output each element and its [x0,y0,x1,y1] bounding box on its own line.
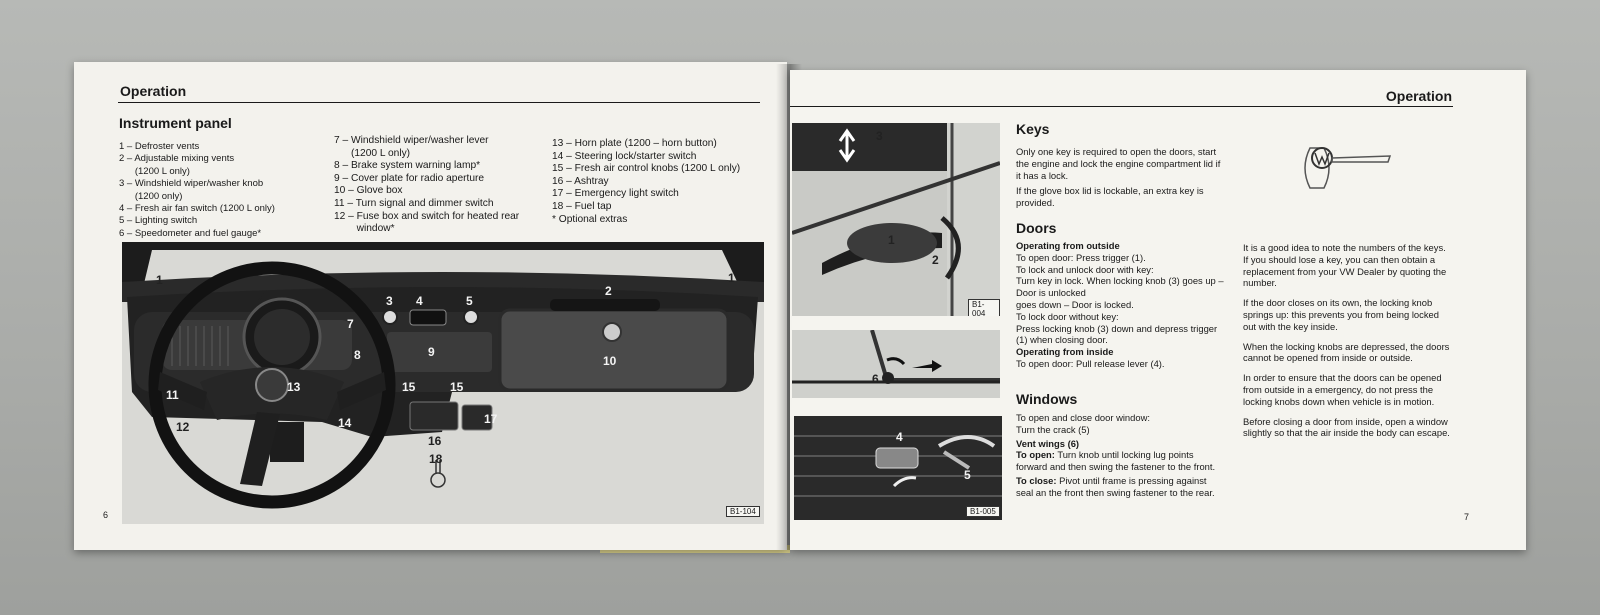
legend-item: 18 – Fuel tap [552,200,612,212]
photo-callout-3: 3 [876,129,883,143]
legend-item: 7 – Windshield wiper/washer lever [334,135,489,146]
legend-item: 13 – Horn plate (1200 – horn button) [552,138,717,149]
legend-item: 1 – Defroster vents [119,141,200,152]
legend-item: 2 – Adjustable mixing vents [119,153,235,165]
callout-9: 9 [428,345,435,359]
windows-line: To open and close door window: [1016,412,1150,423]
doors-outside-lines [1016,252,1224,346]
doors-inside-title: Operating from inside [1016,346,1114,358]
legend-item: * Optional extras [552,213,628,225]
legend-column-1 [119,141,275,240]
callout-8: 8 [354,348,361,362]
keys-text [1016,146,1224,213]
photo-callout-4: 4 [896,430,903,444]
right-column-paragraph: If the door closes on its own, the locking knob springs up: this prevents you from being locked out with the key inside. [1243,297,1439,332]
callout-13: 13 [287,380,301,394]
callout-18: 18 [429,452,443,466]
doors-line: Press locking knob (3) down and depress trigger (1) when closing door. [1016,322,1218,346]
callout-3: 3 [386,294,393,308]
keys-paragraph: If the glove box lid is lockable, an extra key is provided. [1016,185,1204,209]
legend-item: 14 – Steering lock/starter switch [552,150,697,162]
doors-line: To open door: Press trigger (1). [1016,251,1146,263]
doors-inside-text: To open door: Pull release lever (4). [1016,357,1165,369]
door-handle-illustration [792,123,1000,316]
to-close-text: Pivot until frame is pressing against seal an the front then swing fastener to the rear. [1016,474,1215,498]
photo-callout-2: 2 [932,253,939,267]
callout-11: 11 [166,388,179,402]
photo-reference: B1-004 [968,299,1000,316]
callout-1: 1 [156,273,163,287]
legend-item: 4 – Fresh air fan switch (1200 L only) [119,203,275,215]
to-open-text: Turn knob until locking lug points forward and then swing the fastener to the front. [1016,449,1216,473]
legend-item: 3 – Windshield wiper/washer knob [119,178,264,190]
page-number: 6 [103,510,109,520]
doors-title: Doors [1016,220,1057,236]
windows-text [1016,412,1224,499]
callout-10: 10 [603,354,617,368]
legend-item: 12 – Fuse box and switch for heated rear [334,210,520,222]
vent-wings-title: Vent wings (6) [1016,437,1080,449]
callout-5: 5 [466,294,473,308]
right-column-paragraph: It is a good idea to note the numbers of the keys. If you should lose a key, you can then obtain a replacement from your VW Dealer by quoting the number. [1243,242,1447,289]
right-column-paragraph: Before closing a door from inside, open a window slightly so that the air inside the body can escape. [1243,415,1450,439]
doors-text [1016,240,1224,370]
callout-1: 1 [728,271,735,285]
page-header: Operation [1385,88,1452,104]
instrument-panel-photo [122,242,764,524]
photo-reference: B1-005 [966,506,1000,517]
doors-line: goes down – Door is locked. [1016,298,1134,310]
right-page [790,70,1526,550]
legend-item: 8 – Brake system warning lamp* [334,160,481,172]
page-number: 7 [1464,512,1470,522]
right-column-paragraph: In order to ensure that the doors can be opened from outside in a emergency, do not press the locking knobs down when vehicle is in motion. [1243,372,1442,407]
to-open-label: To open: [1016,449,1055,461]
legend-column-3 [552,138,740,226]
doors-outside-title: Operating from outside [1016,240,1120,251]
windows-line: Turn the crack (5) [1016,423,1090,435]
legend-item: 15 – Fresh air control knobs (1200 L only) [552,163,741,175]
callout-14: 14 [338,416,352,430]
keys-title: Keys [1016,121,1050,137]
legend-column-2 [334,135,519,236]
callout-15: 15 [402,380,416,394]
callout-16: 16 [428,434,442,448]
callout-17: 17 [484,412,498,426]
header-rule [790,106,1453,107]
page-header: Operation [120,83,187,99]
doors-line: Turn key in lock. When locking knob (3) goes up – Door is unlocked [1016,275,1224,299]
inside-door-photo [794,416,1002,520]
callout-7: 7 [347,317,354,331]
callout-4: 4 [416,294,423,308]
callout-15: 15 [450,380,464,394]
legend-item: (1200 L only) [119,165,190,177]
right-column-paragraph: When the locking knobs are depressed, the doors cannot be opened from inside or outside. [1243,340,1450,364]
photo-callout-6: 6 [872,372,879,386]
doors-line: To lock door without key: [1016,310,1119,322]
callout-2: 2 [258,290,265,304]
photo-callout-5: 5 [964,468,971,482]
legend-item: 16 – Ashtray [552,175,609,187]
legend-item: 9 – Cover plate for radio aperture [334,172,485,184]
door-handle-photo [792,123,1000,316]
legend-item: 6 – Speedometer and fuel gauge* [119,227,262,239]
doors-line: To lock and unlock door with key: [1016,263,1154,275]
right-column-text [1243,242,1453,447]
dashboard-illustration [122,242,764,524]
section-title: Instrument panel [119,115,232,131]
windows-title: Windows [1016,391,1078,407]
legend-item: window* [334,223,395,235]
left-page [74,62,787,550]
legend-item: (1200 L only) [334,147,411,159]
photo-callout-1: 1 [888,233,895,247]
legend-item: 17 – Emergency light switch [552,188,679,200]
legend-item: (1200 only) [119,190,183,202]
legend-item: 10 – Glove box [334,185,403,197]
legend-item: 5 – Lighting switch [119,215,198,227]
to-close-label: To close: [1016,474,1057,486]
callout-2: 2 [605,284,612,298]
keys-paragraph: Only one key is required to open the doors, start the engine and lock the engine compartment lid if it has a lock. [1016,146,1221,181]
vent-wing-photo [792,330,1000,398]
photo-reference: B1-104 [726,506,760,517]
vent-wing-illustration [792,330,1000,398]
callout-12: 12 [176,420,190,434]
legend-item: 11 – Turn signal and dimmer switch [334,197,494,209]
header-rule [118,102,760,103]
vw-key-icon [1300,144,1400,192]
